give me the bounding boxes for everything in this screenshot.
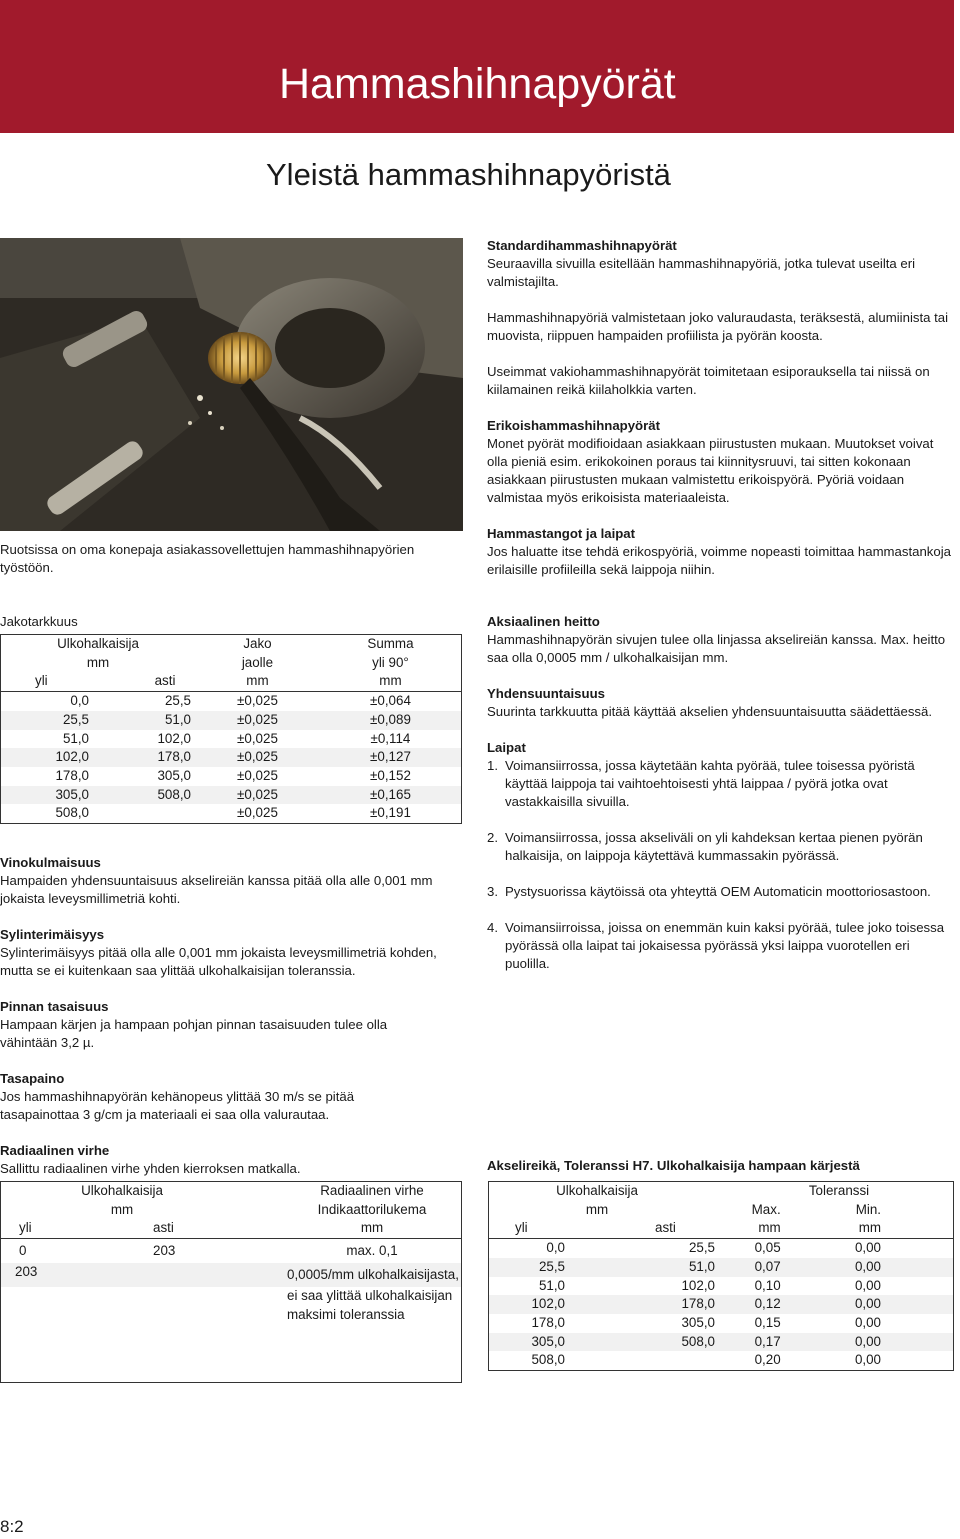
table-row xyxy=(1,730,461,749)
item-number: 3. xyxy=(487,884,498,899)
cell-to: 508,0 xyxy=(135,786,195,805)
cell-to: 305,0 xyxy=(157,767,191,783)
standard-text-2: Hammashihnapyöriä valmistetaan joko valuraudasta, teräksestä, alumiinista tai muovista, riippuen hampaiden profiilista ja pyörän koosta. xyxy=(487,310,949,343)
radial-col-err: Radiaalinen virhe xyxy=(320,1183,424,1198)
cell-sum: ±0,089 xyxy=(320,711,461,730)
cell-pitch: ±0,025 xyxy=(237,730,278,746)
parallel-text: Suurinta tarkkuutta pitää käyttää akselien yhdensuuntaisuutta säädettäessä. xyxy=(487,704,933,719)
cell-pitch: ±0,025 xyxy=(195,711,320,730)
angle-text: Hampaiden yhdensuuntaisuus akselireiän kanssa pitää olla alle 0,001 mm jokaista leveysmillimetriä kohti. xyxy=(0,873,433,906)
table-row xyxy=(489,1333,953,1352)
cell-to: 178,0 xyxy=(135,748,195,767)
table-row xyxy=(489,1351,953,1370)
cell-over: 508,0 xyxy=(531,1352,565,1368)
flanges-heading: Laipat xyxy=(487,740,526,755)
photo-caption: Ruotsissa on oma konepaja asiakassovellettujen hammashihnapyörien työstöön. xyxy=(0,542,415,575)
surface-heading: Pinnan tasaisuus xyxy=(0,999,109,1014)
table-row xyxy=(1,692,461,711)
special-heading: Erikoishammashihnapyörät xyxy=(487,418,660,433)
pitch-heading: Jakotarkkuus xyxy=(0,614,78,629)
cell-min: 0,00 xyxy=(854,1277,881,1293)
pitch-col-sum: Summa xyxy=(367,636,414,651)
cell-min: 0,00 xyxy=(854,1240,881,1256)
balance-heading: Tasapaino xyxy=(0,1071,65,1086)
cell-over: 178,0 xyxy=(55,767,89,783)
cell-over: 0,0 xyxy=(546,1240,565,1256)
cell-sum: ±0,165 xyxy=(320,786,461,805)
cell-min: 0,00 xyxy=(811,1258,953,1277)
cell-over: 51,0 xyxy=(62,730,89,746)
item-number: 4. xyxy=(487,920,498,935)
cell-over: 102,0 xyxy=(1,748,135,767)
cell-min: 0,00 xyxy=(854,1314,881,1330)
title-banner xyxy=(0,0,954,133)
cell-over: 0 xyxy=(19,1242,27,1258)
radial-col-err-2: Indikaattorilukema xyxy=(317,1201,427,1217)
cell-sum: ±0,191 xyxy=(370,805,411,821)
cell-over: 25,5 xyxy=(489,1258,615,1277)
item-text: Voimansiirroissa, joissa on enemmän kuin kaksi pyörää, tulee joko toisessa pyörässä olla laipat tai jokaisessa pyörässä yksi laippa vuorotellen eri puolilla. xyxy=(505,920,945,971)
cell-sum: ±0,064 xyxy=(370,693,411,709)
cell-over: 25,5 xyxy=(1,711,135,730)
machining-photo-graphic xyxy=(0,238,463,531)
cell-pitch: ±0,025 xyxy=(237,693,278,709)
bore-col-min: Min. xyxy=(855,1201,881,1217)
cell-err-cont: maksimi toleranssia xyxy=(287,1306,405,1322)
item-number: 2. xyxy=(487,830,498,845)
page-title: Hammashihnapyörät xyxy=(279,60,676,108)
cell-over: 305,0 xyxy=(1,786,135,805)
axial-heading: Aksiaalinen heitto xyxy=(487,614,600,629)
standard-text-1: Seuraavilla sivuilla esitellään hammashihnapyöriä, jotka tulevat useilta eri valmistajilta. xyxy=(487,256,916,289)
rack-heading: Hammastangot ja laipat xyxy=(487,526,636,541)
item-text: Voimansiirrossa, jossa käytetään kahta pyörää, tulee toisessa pyöristä käyttää laippoja tai vaihtoehtoisesti yhtä laippaa / pyörä jotka ovat vastakkaisilla sivuilla. xyxy=(505,758,915,809)
item-text: Voimansiirrossa, jossa akseliväli on yli kahdeksan kertaa pienen pyörän halkaisija, on laippoja käytettävä kummassakin pyörässä. xyxy=(505,830,923,863)
right-sections xyxy=(487,613,953,973)
table-row xyxy=(1,767,461,786)
pitch-col-pitch-2: jaolle xyxy=(241,654,274,670)
table-row xyxy=(1,786,461,805)
radial-col-to: asti xyxy=(119,1219,283,1238)
cell-pitch: ±0,025 xyxy=(237,805,278,821)
intro-column xyxy=(487,237,953,579)
cell-over: 178,0 xyxy=(531,1314,565,1330)
page-number: 8:2 xyxy=(0,1517,24,1536)
table-row xyxy=(489,1239,953,1258)
list-item xyxy=(487,829,953,865)
pitch-col-od-unit: mm xyxy=(86,654,110,670)
radial-heading: Radiaalinen virhe xyxy=(0,1143,110,1158)
pitch-table xyxy=(0,634,462,824)
cell-max: 0,10 xyxy=(754,1277,781,1293)
cell-sum: ±0,114 xyxy=(370,730,411,746)
bore-col-max-unit: mm xyxy=(725,1219,811,1238)
table-row xyxy=(1,1306,461,1325)
bore-table xyxy=(488,1181,954,1371)
cyl-text: Sylinterimäisyys pitää olla alle 0,001 mm jokaista leveysmillimetriä kohden, mutta se ei kuitenkaan saa ylittää ulkohalkaisijan toleranssia. xyxy=(0,945,437,978)
cell-over: 203 xyxy=(1,1263,119,1287)
cell-over: 508,0 xyxy=(55,805,89,821)
cell-max: 0,05 xyxy=(754,1240,781,1256)
cell-err: 0,0005/mm ulkohalkaisijasta, xyxy=(283,1263,461,1287)
cell-to: 102,0 xyxy=(157,730,191,746)
cell-to xyxy=(135,804,195,823)
table-row xyxy=(1,1239,461,1264)
pitch-col-sum-2: yli 90° xyxy=(372,654,409,670)
bore-col-od: Ulkohalkaisija xyxy=(556,1183,638,1198)
cell-max: 0,20 xyxy=(754,1352,781,1368)
cell-max: 0,15 xyxy=(754,1314,781,1330)
section-subtitle: Yleistä hammashihnapyöristä xyxy=(266,157,671,192)
flanges-list xyxy=(487,757,953,973)
table-row xyxy=(1,748,461,767)
parallel-heading: Yhdensuuntaisuus xyxy=(487,686,605,701)
bore-col-over: yli xyxy=(489,1219,615,1238)
left-sections xyxy=(0,854,466,1178)
cell-min: 0,00 xyxy=(854,1352,881,1368)
bore-col-od-unit: mm xyxy=(585,1201,609,1217)
pitch-col-to: asti xyxy=(135,672,195,691)
balance-text: Jos hammashihnapyörän kehänopeus ylittää 30 m/s se pitää tasapainottaa 3 g/cm ja materiaali ei saa olla valurautaa. xyxy=(0,1089,355,1122)
cell-sum: ±0,127 xyxy=(320,748,461,767)
cell-over: 0,0 xyxy=(70,693,89,709)
cell-to: 305,0 xyxy=(681,1314,715,1330)
bore-col-to: asti xyxy=(615,1219,725,1238)
machining-photo xyxy=(0,238,463,531)
angle-heading: Vinokulmaisuus xyxy=(0,855,101,870)
bore-col-min-unit: mm xyxy=(811,1219,953,1238)
radial-text: Sallittu radiaalinen virhe yhden kierroksen matkalla. xyxy=(0,1161,301,1176)
cell-min: 0,00 xyxy=(811,1295,953,1314)
table-row xyxy=(489,1258,953,1277)
cell-to: 178,0 xyxy=(615,1295,725,1314)
cell-to: 25,5 xyxy=(688,1240,715,1256)
cell-err-cont: ei saa ylittää ulkohalkaisijan xyxy=(287,1288,453,1304)
item-number: 1. xyxy=(487,758,498,773)
table-row xyxy=(489,1295,953,1314)
cell-min: 0,00 xyxy=(811,1333,953,1352)
item-text: Pystysuorissa käytöissä ota yhteyttä OEM Automaticin moottoriosastoon. xyxy=(505,884,931,899)
cell-over: 102,0 xyxy=(489,1295,615,1314)
axial-text: Hammashihnapyörän sivujen tulee olla linjassa akselireiän kanssa. Max. heitto saa olla 0,0005 mm / ulkohalkaisijan mm. xyxy=(487,632,946,665)
cell-over: 51,0 xyxy=(538,1277,565,1293)
radial-col-err-3: mm xyxy=(283,1219,461,1238)
bore-heading: Akselireikä, Toleranssi H7. Ulkohalkaisija hampaan kärjestä xyxy=(487,1158,860,1173)
cell-to: 508,0 xyxy=(615,1333,725,1352)
bore-col-tol: Toleranssi xyxy=(808,1183,870,1198)
cell-max: 0,12 xyxy=(725,1295,811,1314)
cell-pitch: ±0,025 xyxy=(195,786,320,805)
cell-to xyxy=(119,1263,283,1287)
bore-col-max: Max. xyxy=(751,1201,781,1217)
surface-text: Hampaan kärjen ja hampaan pohjan pinnan tasaisuuden tulee olla vähintään 3,2 µ. xyxy=(0,1017,388,1050)
standard-heading: Standardihammashihnapyörät xyxy=(487,238,677,253)
list-item xyxy=(487,883,953,901)
cell-to xyxy=(615,1351,725,1370)
cell-max: 0,17 xyxy=(725,1333,811,1352)
special-text: Monet pyörät modifioidaan asiakkaan piirustusten mukaan. Muutokset voivat olla pieniä esim. erikokoinen poraus tai kiinnitysruuvi, tai sitten kokonaan asiakkaan piirustusten mukaan valmistettu erikoispyörä. Pyöriä voidaan valmistaa myös erikoisista materiaaleista. xyxy=(487,436,934,505)
cell-pitch: ±0,025 xyxy=(237,767,278,783)
cell-max: 0,07 xyxy=(725,1258,811,1277)
list-item xyxy=(487,919,953,973)
cell-sum: ±0,152 xyxy=(370,767,411,783)
standard-text-3: Useimmat vakiohammashihnapyörät toimitetaan esiporauksella tai niissä on kiilamainen reikä kiilaholkkia varten. xyxy=(487,364,930,397)
pitch-col-sum-3: mm xyxy=(320,672,461,691)
radial-col-od-unit: mm xyxy=(110,1201,134,1217)
table-row xyxy=(489,1277,953,1296)
cell-to: 51,0 xyxy=(615,1258,725,1277)
radial-col-over: yli xyxy=(1,1219,119,1238)
table-row xyxy=(1,1287,461,1306)
pitch-col-over: yli xyxy=(1,672,135,691)
cell-to: 51,0 xyxy=(135,711,195,730)
rack-text: Jos haluatte itse tehdä erikospyöriä, voimme nopeasti toimittaa hammastankoja erilaisille profiileilla sekä laippoja niihin. xyxy=(487,544,951,577)
radial-table xyxy=(0,1181,462,1383)
pitch-col-pitch: Jako xyxy=(243,636,272,651)
table-row xyxy=(1,804,461,823)
table-row xyxy=(1,1263,461,1287)
cell-to: 25,5 xyxy=(164,693,191,709)
cell-to: 102,0 xyxy=(681,1277,715,1293)
cell-over: 305,0 xyxy=(489,1333,615,1352)
radial-col-od: Ulkohalkaisija xyxy=(81,1183,163,1198)
list-item xyxy=(487,757,953,811)
table-row xyxy=(489,1314,953,1333)
cyl-heading: Sylinterimäisyys xyxy=(0,927,105,942)
cell-to: 203 xyxy=(153,1242,176,1258)
pitch-col-pitch-3: mm xyxy=(195,672,320,691)
pitch-col-od: Ulkohalkaisija xyxy=(57,636,139,651)
cell-pitch: ±0,025 xyxy=(195,748,320,767)
table-row xyxy=(1,711,461,730)
cell-err: max. 0,1 xyxy=(346,1242,398,1258)
